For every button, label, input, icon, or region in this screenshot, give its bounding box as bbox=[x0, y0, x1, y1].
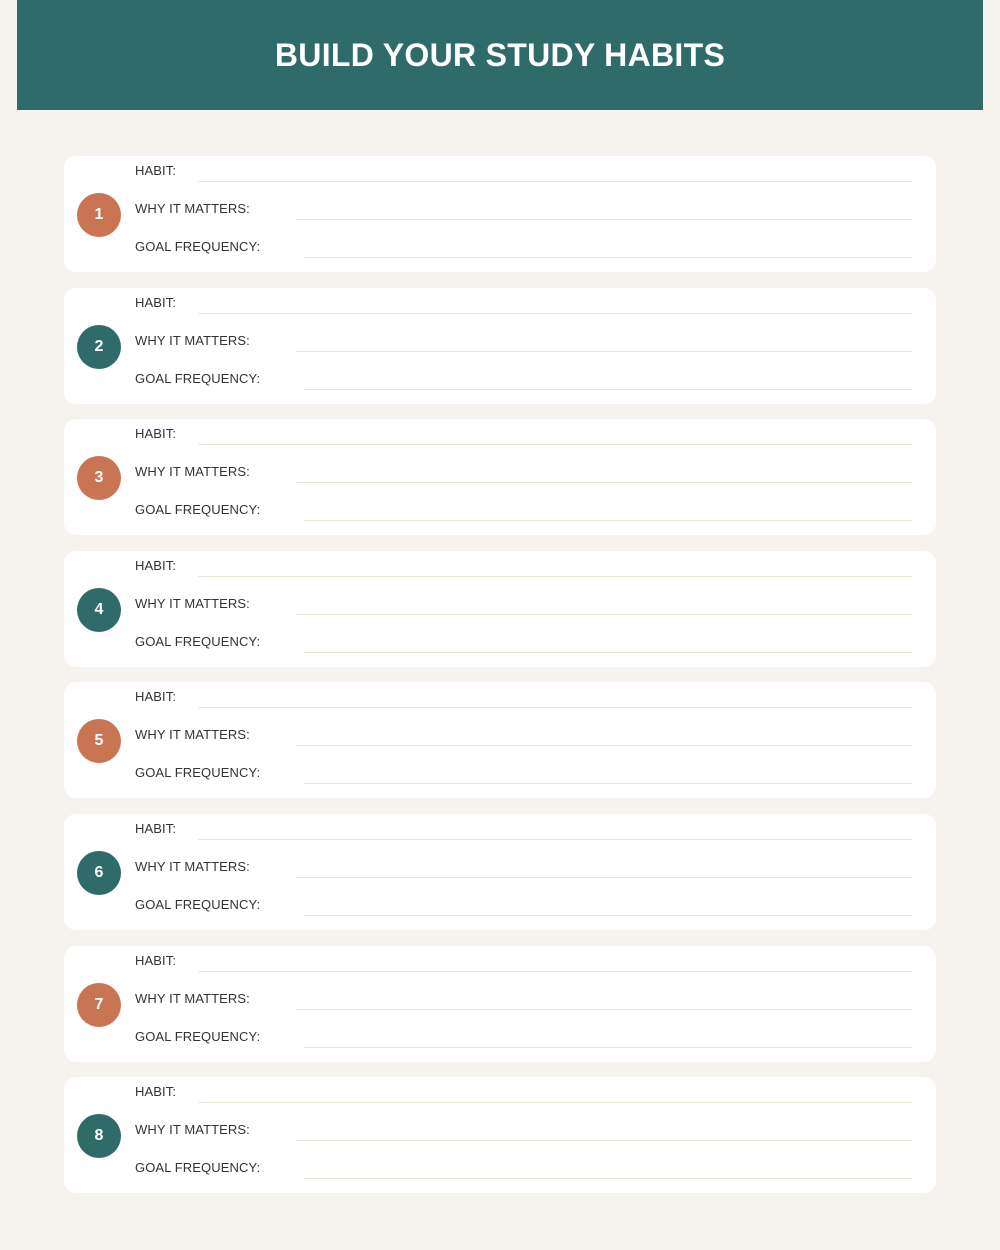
why-it-matters-field[interactable] bbox=[135, 593, 912, 615]
why-it-matters-write-line[interactable] bbox=[296, 219, 912, 220]
why-it-matters-field[interactable] bbox=[135, 198, 912, 220]
habit-label: HABIT: bbox=[135, 820, 177, 836]
habit-label: HABIT: bbox=[135, 294, 177, 310]
habit-write-line[interactable] bbox=[198, 971, 912, 972]
goal-frequency-write-line[interactable] bbox=[304, 257, 912, 258]
goal-frequency-label: GOAL FREQUENCY: bbox=[135, 765, 261, 781]
why-it-matters-write-line[interactable] bbox=[296, 1009, 912, 1010]
why-it-matters-field[interactable] bbox=[135, 330, 912, 352]
why-it-matters-label: WHY IT MATTERS: bbox=[135, 332, 250, 348]
page-title: BUILD YOUR STUDY HABITS bbox=[274, 36, 726, 73]
habit-number-badge: 2 bbox=[77, 325, 121, 369]
habit-card bbox=[64, 946, 936, 1062]
goal-frequency-write-line[interactable] bbox=[304, 915, 912, 916]
goal-frequency-label: GOAL FREQUENCY: bbox=[135, 1028, 261, 1044]
habit-number-badge: 8 bbox=[77, 1114, 121, 1158]
goal-frequency-field[interactable] bbox=[135, 631, 912, 653]
why-it-matters-field[interactable] bbox=[135, 988, 912, 1010]
habit-field[interactable] bbox=[135, 555, 912, 577]
why-it-matters-field[interactable] bbox=[135, 724, 912, 746]
goal-frequency-label: GOAL FREQUENCY: bbox=[135, 502, 261, 518]
why-it-matters-write-line[interactable] bbox=[296, 877, 912, 878]
habit-number-badge: 6 bbox=[77, 851, 121, 895]
goal-frequency-field[interactable] bbox=[135, 762, 912, 784]
habit-label: HABIT: bbox=[135, 557, 177, 573]
why-it-matters-label: WHY IT MATTERS: bbox=[135, 990, 250, 1006]
goal-frequency-field[interactable] bbox=[135, 499, 912, 521]
habit-field[interactable] bbox=[135, 1081, 912, 1103]
goal-frequency-write-line[interactable] bbox=[304, 520, 912, 521]
goal-frequency-field[interactable] bbox=[135, 368, 912, 390]
why-it-matters-label: WHY IT MATTERS: bbox=[135, 727, 250, 743]
habit-card bbox=[64, 814, 936, 930]
habit-label: HABIT: bbox=[135, 689, 177, 705]
habit-field[interactable] bbox=[135, 292, 912, 314]
goal-frequency-write-line[interactable] bbox=[304, 652, 912, 653]
goal-frequency-label: GOAL FREQUENCY: bbox=[135, 1160, 261, 1176]
habit-field[interactable] bbox=[135, 950, 912, 972]
goal-frequency-label: GOAL FREQUENCY: bbox=[135, 239, 261, 254]
habit-card bbox=[64, 419, 936, 535]
why-it-matters-field[interactable] bbox=[135, 461, 912, 483]
why-it-matters-field[interactable] bbox=[135, 856, 912, 878]
why-it-matters-write-line[interactable] bbox=[296, 351, 912, 352]
goal-frequency-field[interactable] bbox=[135, 1026, 912, 1048]
habit-card bbox=[64, 288, 936, 404]
goal-frequency-write-line[interactable] bbox=[304, 783, 912, 784]
habit-write-line[interactable] bbox=[198, 181, 912, 182]
why-it-matters-write-line[interactable] bbox=[296, 614, 912, 615]
why-it-matters-write-line[interactable] bbox=[296, 1140, 912, 1141]
why-it-matters-label: WHY IT MATTERS: bbox=[135, 464, 250, 480]
habit-write-line[interactable] bbox=[198, 839, 912, 840]
habit-field[interactable] bbox=[135, 818, 912, 840]
habit-field[interactable] bbox=[135, 423, 912, 445]
habit-label: HABIT: bbox=[135, 163, 177, 178]
goal-frequency-field[interactable] bbox=[135, 894, 912, 916]
habit-label: HABIT: bbox=[135, 1084, 177, 1100]
habit-card bbox=[64, 156, 936, 272]
habit-number-badge: 4 bbox=[77, 588, 121, 632]
why-it-matters-write-line[interactable] bbox=[296, 482, 912, 483]
goal-frequency-write-line[interactable] bbox=[304, 1178, 912, 1179]
habit-number-badge: 7 bbox=[77, 983, 121, 1027]
goal-frequency-field[interactable] bbox=[135, 1157, 912, 1179]
habit-write-line[interactable] bbox=[198, 1102, 912, 1103]
habit-field[interactable] bbox=[135, 686, 912, 708]
goal-frequency-write-line[interactable] bbox=[304, 1047, 912, 1048]
habit-label: HABIT: bbox=[135, 426, 177, 442]
habit-write-line[interactable] bbox=[198, 707, 912, 708]
goal-frequency-label: GOAL FREQUENCY: bbox=[135, 633, 261, 649]
habit-field[interactable] bbox=[135, 160, 912, 182]
page-header bbox=[17, 0, 983, 110]
habit-write-line[interactable] bbox=[198, 313, 912, 314]
goal-frequency-label: GOAL FREQUENCY: bbox=[135, 896, 261, 912]
why-it-matters-label: WHY IT MATTERS: bbox=[135, 858, 250, 874]
habit-label: HABIT: bbox=[135, 952, 177, 968]
why-it-matters-label: WHY IT MATTERS: bbox=[135, 595, 250, 611]
goal-frequency-label: GOAL FREQUENCY: bbox=[135, 370, 261, 386]
habit-card bbox=[64, 682, 936, 798]
habit-card bbox=[64, 1077, 936, 1193]
habit-number-badge: 5 bbox=[77, 719, 121, 763]
why-it-matters-write-line[interactable] bbox=[296, 745, 912, 746]
goal-frequency-write-line[interactable] bbox=[304, 389, 912, 390]
habit-number-badge: 3 bbox=[77, 456, 121, 500]
habit-card bbox=[64, 551, 936, 667]
habit-write-line[interactable] bbox=[198, 576, 912, 577]
habit-write-line[interactable] bbox=[198, 444, 912, 445]
habit-list bbox=[64, 156, 936, 1209]
why-it-matters-field[interactable] bbox=[135, 1119, 912, 1141]
why-it-matters-label: WHY IT MATTERS: bbox=[135, 201, 250, 216]
goal-frequency-field[interactable] bbox=[135, 236, 912, 258]
habit-number-badge: 1 bbox=[77, 193, 121, 237]
why-it-matters-label: WHY IT MATTERS: bbox=[135, 1122, 250, 1138]
